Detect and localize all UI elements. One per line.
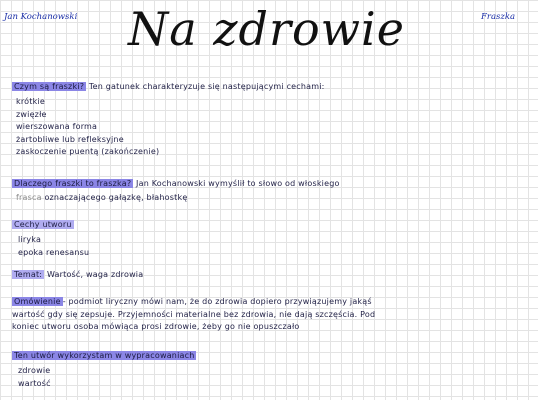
list-item: wartość <box>18 378 51 388</box>
section-why-fraszka <box>12 179 340 188</box>
answer-text: Jan Kochanowski wymyślił to słowo od włoskiego <box>136 179 340 188</box>
section-what-are-fraszki <box>12 82 325 91</box>
section-heading: Temat: <box>14 270 43 279</box>
traits-list <box>18 234 89 259</box>
list-item: wierszowana forma <box>16 122 98 131</box>
page-title: Na zdrowie <box>128 2 405 56</box>
discussion-line: koniec utworu osoba mówiąca prosi zdrowie, żeby go nie opuszczało <box>12 322 300 331</box>
traits-list <box>16 96 159 159</box>
list-item: zdrowie <box>18 366 51 375</box>
answer-continuation <box>16 193 187 202</box>
answer-continuation-text: oznaczającego gałązkę, błahostkę <box>44 193 188 202</box>
discussion-line <box>12 296 375 309</box>
section-discussion <box>12 296 375 334</box>
italian-word: frasca <box>16 193 42 202</box>
genre-label: Fraszka <box>481 12 516 22</box>
list-item: liryka <box>18 235 42 244</box>
discussion-line: wartość gdy się zepsuje. Przyjemności materialne bez zdrowia, nie dają szczęścia. Pod <box>12 309 376 319</box>
question-heading: Czym są fraszki? <box>14 82 85 91</box>
section-traits <box>12 220 74 229</box>
essay-topics-list <box>18 365 51 390</box>
list-item: epoka renesansu <box>18 247 90 257</box>
author-name: Jan Kochanowski <box>4 12 78 22</box>
list-item: zaskoczenie puentą (zakończenie) <box>16 147 160 156</box>
list-item: zwięzłe <box>16 109 47 119</box>
list-item: krótkie <box>16 97 45 106</box>
topic-text: Wartość, waga zdrowia <box>46 270 144 279</box>
list-item: żartobliwe lub refleksyjne <box>16 134 124 144</box>
section-heading: Omówienie <box>14 297 61 306</box>
section-heading: Cechy utworu <box>14 220 72 229</box>
answer-text: Ten gatunek charakteryzuje się następującymi cechami: <box>88 82 325 91</box>
section-essay-use <box>12 351 196 360</box>
question-heading: Dlaczego fraszki to fraszka? <box>14 179 132 188</box>
section-heading: Ten utwór wykorzystam w wypracowaniach <box>14 351 195 360</box>
discussion-text: - podmiot liryczny mówi nam, że do zdrowia dopiero przywiązujemy jakąś <box>62 297 372 306</box>
section-topic <box>12 270 143 279</box>
